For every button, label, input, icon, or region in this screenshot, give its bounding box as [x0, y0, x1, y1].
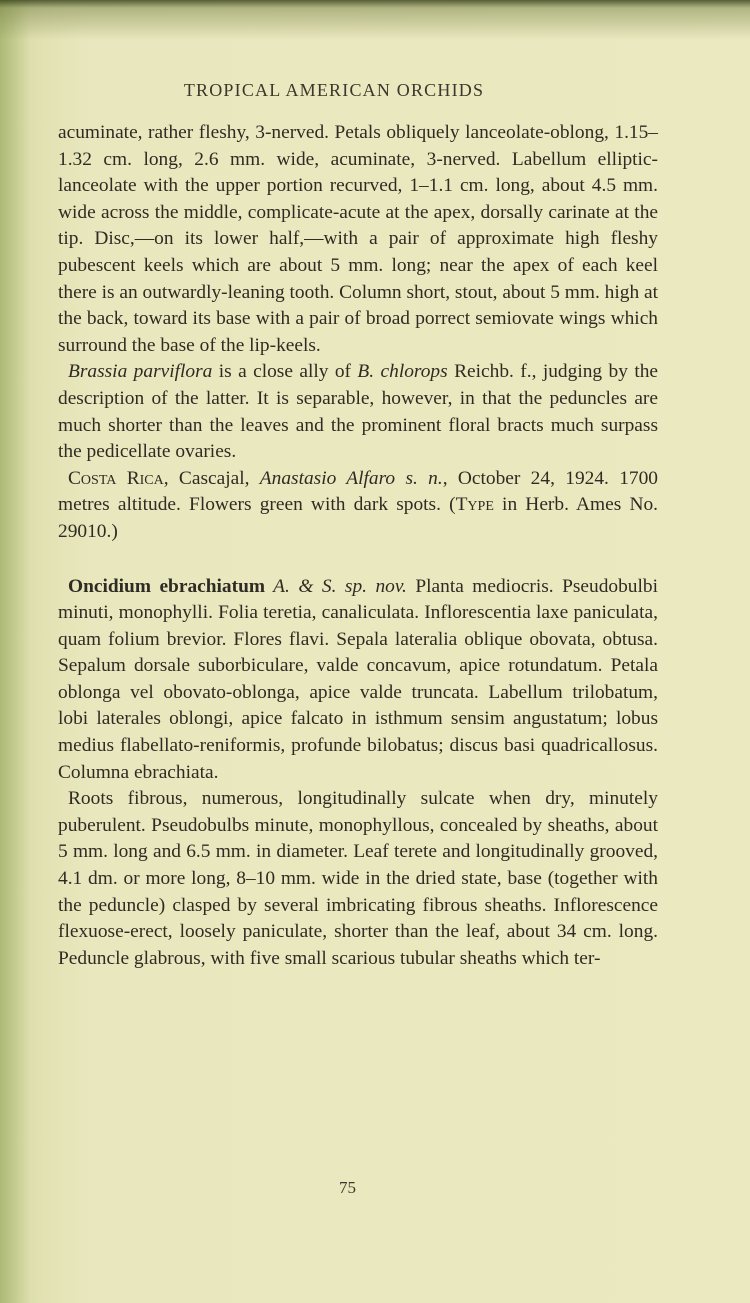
top-edge-shadow	[0, 0, 750, 40]
collector: Anastasio Alfaro s. n.	[259, 467, 443, 489]
taxon-name: Brassia parviflora	[68, 361, 213, 383]
type-label: Type	[455, 494, 494, 516]
latin-diagnosis: Planta mediocris. Pseudobulbi minuti, monophylli. Folia teretia, canaliculata. Inflorescentia laxe paniculata, quam folium brevior. Flores flavi. Sepala lateralia oblique obovata, obtusa. Sepalum dorsale suborbiculare, valde concavum, apice rotundatum. Petala oblonga vel obovato-oblonga, apice valde truncata. Labellum trilobatum, lobi laterales oblongi, apice falcato in isthmum sensim angustatum; lobus medius flabellato-reniformis, profunde bilobatus; discus basi quadricallosus. Columna ebrachiata.	[58, 575, 658, 783]
paragraph-description-end: acuminate, rather fleshy, 3-nerved. Petals obliquely lanceolate-oblong, 1.15–1.32 cm. long, 2.6 mm. wide, acuminate, 3-nerved. Labellum elliptic-lanceolate with the upper portion recurved, 1–1.1 cm. long, about 4.5 mm. wide across the middle, complicate-acute at the apex, dorsally carinate at the tip. Disc,—on its lower half,—with a pair of approximate high fleshy pubescent keels which are about 5 mm. long; near the apex of each keel there is an outwardly-leaning tooth. Column short, stout, about 5 mm. high at the back, toward its base with a pair of broad porrect semiovate wings which surround the base of the lip-keels.	[58, 122, 658, 356]
herbarium-reference: in Herb. Ames No. 29010.)	[58, 494, 658, 542]
gutter-shadow	[0, 0, 30, 1303]
affinity-text-rest: Reichb. f., judging by the description of the latter. It is separable, however, in that the peduncles are much shorter than the leaves and the prominent floral bracts much surpass the pedicellate ovaries.	[58, 361, 659, 463]
species-authors: A. & S. sp. nov.	[265, 575, 407, 597]
body-text	[58, 120, 658, 972]
section-gap	[58, 546, 658, 574]
page-number: 75	[339, 1178, 356, 1197]
specimen-details: , October 24, 1924. 1700 metres altitude. Flowers green with dark spots. (	[58, 467, 658, 516]
running-head: TROPICAL AMERICAN ORCHIDS	[183, 80, 485, 100]
species-name: Oncidium ebrachiatum	[68, 575, 266, 597]
affinity-text: is a close ally of	[212, 361, 358, 383]
paragraph-specimen	[58, 466, 658, 546]
paragraph-new-species	[58, 574, 658, 787]
paragraph-english-description: Roots fibrous, numerous, longitudinally sulcate when dry, minutely puberulent. Pseudobulbs minute, monophyllous, concealed by sheaths, about 5 mm. long and 6.5 mm. in diameter. Leaf terete and longitudinally grooved, 4.1 dm. or more long, 8–10 mm. wide in the dried state, base (together with the peduncle) clasped by several imbricating fibrous sheaths. Inflorescence flexuose-erect, loosely paniculate, shorter than the leaf, about 34 cm. long. Peduncle glabrous, with five small scarious tubular sheaths which ter-	[58, 788, 658, 969]
country-name: Costa Rica	[68, 467, 164, 489]
paragraph-affinity	[58, 359, 658, 465]
ally-taxon-name: B. chlorops	[357, 361, 448, 383]
locality: , Cascajal,	[163, 467, 260, 489]
